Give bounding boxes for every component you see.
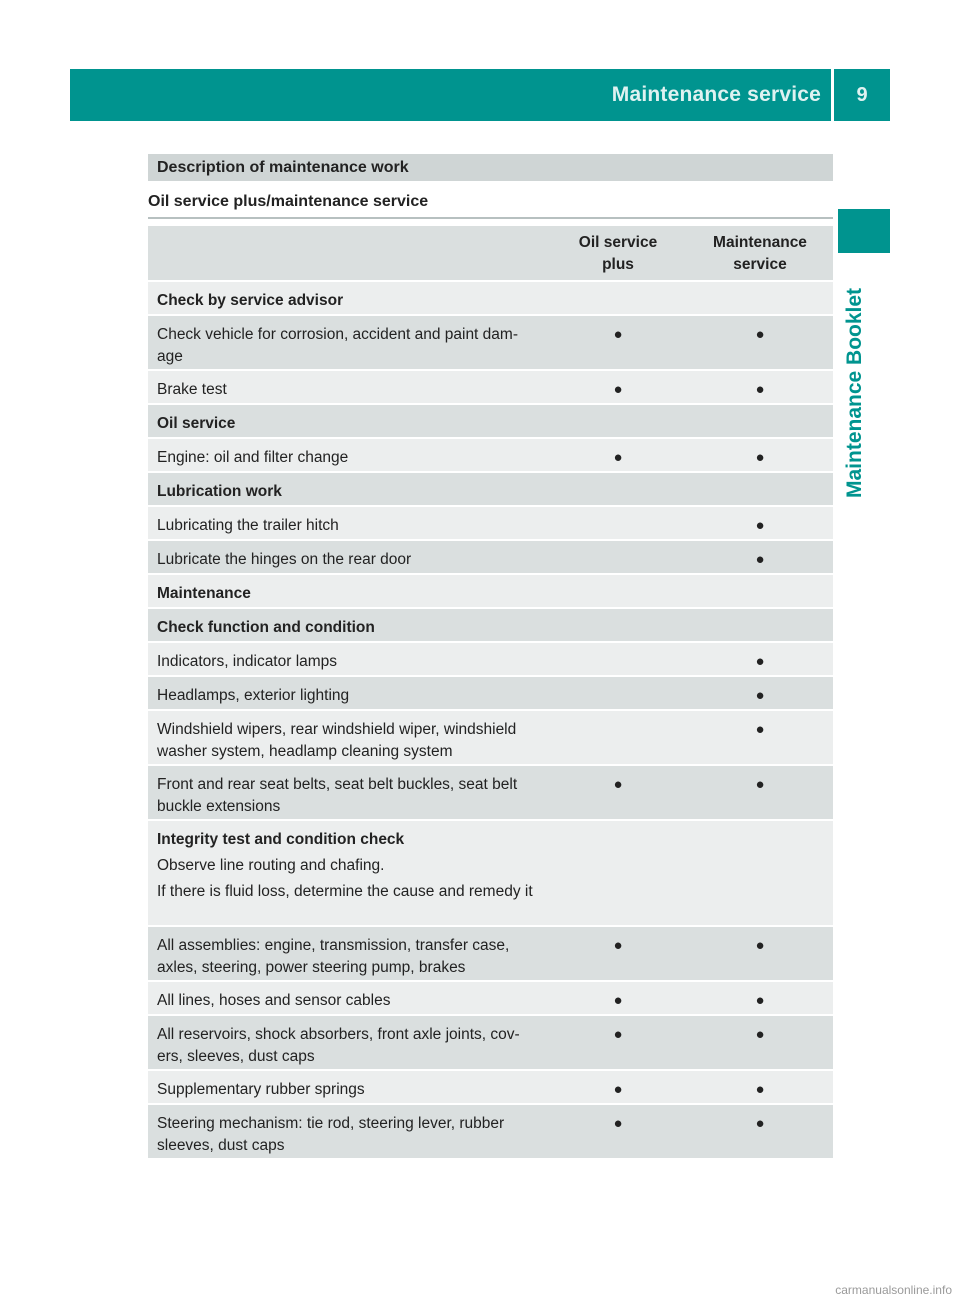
task-label: Supplementary rubber springs <box>157 1081 365 1098</box>
maintenance-service-cell <box>687 609 833 641</box>
oil-service-plus-cell <box>549 439 687 471</box>
column-header-maintenance-service <box>687 226 833 280</box>
bullet-mark: ● <box>613 1026 623 1043</box>
task-cell <box>148 575 549 607</box>
table-row <box>148 1016 833 1071</box>
table-row <box>148 1071 833 1105</box>
table-row <box>148 821 833 927</box>
bullet-mark: ● <box>755 937 765 954</box>
oil-service-plus-cell <box>549 643 687 675</box>
task-cell <box>148 609 549 641</box>
maintenance-service-cell <box>687 507 833 539</box>
table-row <box>148 316 833 371</box>
table-row <box>148 371 833 405</box>
table-row <box>148 541 833 575</box>
oil-service-plus-cell <box>549 371 687 403</box>
table-row <box>148 282 833 316</box>
task-group-heading: Check by service advisor <box>157 292 344 309</box>
page-header <box>70 69 890 121</box>
column-header-oil-service-plus <box>549 226 687 280</box>
task-label: Brake test <box>157 381 227 398</box>
task-cell <box>148 473 549 505</box>
side-tab-marker <box>838 209 890 253</box>
bullet-mark: ● <box>755 381 765 398</box>
bullet-mark: ● <box>613 449 623 466</box>
bullet-mark: ● <box>755 326 765 343</box>
task-cell <box>148 766 549 819</box>
maintenance-service-cell <box>687 439 833 471</box>
maintenance-service-cell <box>687 643 833 675</box>
task-cell <box>148 371 549 403</box>
oil-service-plus-cell <box>549 677 687 709</box>
task-cell <box>148 507 549 539</box>
task-label: Check vehicle for corrosion, accident and paint dam-age <box>157 326 518 365</box>
maintenance-service-cell <box>687 1105 833 1158</box>
table-row <box>148 439 833 473</box>
task-cell <box>148 405 549 437</box>
maintenance-service-cell <box>687 1071 833 1103</box>
bullet-mark: ● <box>755 653 765 670</box>
table-row <box>148 711 833 766</box>
oil-service-plus-cell <box>549 507 687 539</box>
task-cell <box>148 711 549 764</box>
task-note: If there is fluid loss, determine the cause and remedy it <box>157 883 533 900</box>
maintenance-service-cell <box>687 405 833 437</box>
bullet-mark: ● <box>755 1081 765 1098</box>
oil-service-plus-cell <box>549 1105 687 1158</box>
task-cell <box>148 1016 549 1069</box>
task-note: Observe line routing and chafing. <box>157 857 385 874</box>
task-cell <box>148 821 549 925</box>
task-label: All lines, hoses and sensor cables <box>157 992 391 1009</box>
task-cell <box>148 1071 549 1103</box>
maintenance-service-cell <box>687 766 833 819</box>
table-header-row <box>148 226 833 282</box>
task-cell <box>148 316 549 369</box>
task-cell <box>148 982 549 1014</box>
oil-service-plus-cell <box>549 473 687 505</box>
task-label: All reservoirs, shock absorbers, front axle joints, cov-ers, sleeves, dust caps <box>157 1026 520 1065</box>
bullet-mark: ● <box>755 1115 765 1132</box>
column-header-maintenance-service-label: Maintenance service <box>713 234 807 273</box>
task-cell <box>148 439 549 471</box>
task-group-heading: Maintenance <box>157 585 251 602</box>
task-label: Windshield wipers, rear windshield wiper, windshield washer system, headlamp cleaning system <box>157 721 517 760</box>
oil-service-plus-cell <box>549 316 687 369</box>
task-label: Engine: oil and filter change <box>157 449 349 466</box>
maintenance-service-cell <box>687 282 833 314</box>
task-label: Headlamps, exterior lighting <box>157 687 350 704</box>
maintenance-service-cell <box>687 473 833 505</box>
task-label: All assemblies: engine, transmission, transfer case, axles, steering, power steering pump, brakes <box>157 937 510 976</box>
oil-service-plus-cell <box>549 1016 687 1069</box>
page-number: 9 <box>856 83 868 106</box>
bullet-mark: ● <box>613 937 623 954</box>
task-label: Lubricate the hinges on the rear door <box>157 551 412 568</box>
task-heading: Integrity test and condition check <box>157 831 405 848</box>
table-row <box>148 643 833 677</box>
maintenance-service-cell <box>687 711 833 764</box>
table-row <box>148 1105 833 1160</box>
task-group-heading: Lubrication work <box>157 483 282 500</box>
bullet-mark: ● <box>755 776 765 793</box>
table-row <box>148 609 833 643</box>
oil-service-plus-cell <box>549 541 687 573</box>
table-row <box>148 575 833 609</box>
oil-service-plus-cell <box>549 575 687 607</box>
column-header-task <box>148 226 549 280</box>
task-cell <box>148 1105 549 1158</box>
subsection-title: Oil service plus/maintenance service <box>148 193 429 210</box>
bullet-mark: ● <box>613 326 623 343</box>
bullet-mark: ● <box>755 992 765 1009</box>
oil-service-plus-cell <box>549 927 687 980</box>
table-body <box>148 282 833 1160</box>
task-label: Indicators, indicator lamps <box>157 653 338 670</box>
maintenance-service-cell <box>687 677 833 709</box>
oil-service-plus-cell <box>549 405 687 437</box>
task-cell <box>148 541 549 573</box>
maintenance-service-cell <box>687 1016 833 1069</box>
bullet-mark: ● <box>613 1115 623 1132</box>
oil-service-plus-cell <box>549 282 687 314</box>
maintenance-service-cell <box>687 821 833 925</box>
section-title: Description of maintenance work <box>148 154 833 181</box>
bullet-mark: ● <box>755 1026 765 1043</box>
subsection-divider <box>148 217 833 219</box>
oil-service-plus-cell <box>549 1071 687 1103</box>
header-title: Maintenance service <box>611 83 821 106</box>
maintenance-service-cell <box>687 575 833 607</box>
task-cell <box>148 927 549 980</box>
task-group-heading: Oil service <box>157 415 236 432</box>
maintenance-service-cell <box>687 982 833 1014</box>
task-cell <box>148 643 549 675</box>
maintenance-table <box>148 226 833 1160</box>
task-label: Lubricating the trailer hitch <box>157 517 339 534</box>
oil-service-plus-cell <box>549 711 687 764</box>
table-row <box>148 927 833 982</box>
task-cell <box>148 677 549 709</box>
oil-service-plus-cell <box>549 821 687 925</box>
table-row <box>148 766 833 821</box>
column-header-oil-service-plus-label: Oil service plus <box>578 234 658 273</box>
table-row <box>148 473 833 507</box>
bullet-mark: ● <box>755 721 765 738</box>
task-label: Steering mechanism: tie rod, steering lever, rubber sleeves, dust caps <box>157 1115 505 1154</box>
task-cell <box>148 282 549 314</box>
table-row <box>148 507 833 541</box>
bullet-mark: ● <box>755 551 765 568</box>
bullet-mark: ● <box>755 449 765 466</box>
oil-service-plus-cell <box>549 609 687 641</box>
bullet-mark: ● <box>613 1081 623 1098</box>
bullet-mark: ● <box>613 992 623 1009</box>
task-group-heading: Check function and condition <box>157 619 375 636</box>
footer-watermark: carmanualsonline.info <box>835 1283 952 1297</box>
table-row <box>148 982 833 1016</box>
bullet-mark: ● <box>755 517 765 534</box>
table-row <box>148 405 833 439</box>
maintenance-service-cell <box>687 541 833 573</box>
bullet-mark: ● <box>613 381 623 398</box>
maintenance-service-cell <box>687 927 833 980</box>
bullet-mark: ● <box>613 776 623 793</box>
table-row <box>148 677 833 711</box>
maintenance-service-cell <box>687 316 833 369</box>
maintenance-service-cell <box>687 371 833 403</box>
task-label: Front and rear seat belts, seat belt buckles, seat belt buckle extensions <box>157 776 518 815</box>
oil-service-plus-cell <box>549 766 687 819</box>
oil-service-plus-cell <box>549 982 687 1014</box>
bullet-mark: ● <box>755 687 765 704</box>
side-tab-label: Maintenance Booklet <box>843 287 866 498</box>
